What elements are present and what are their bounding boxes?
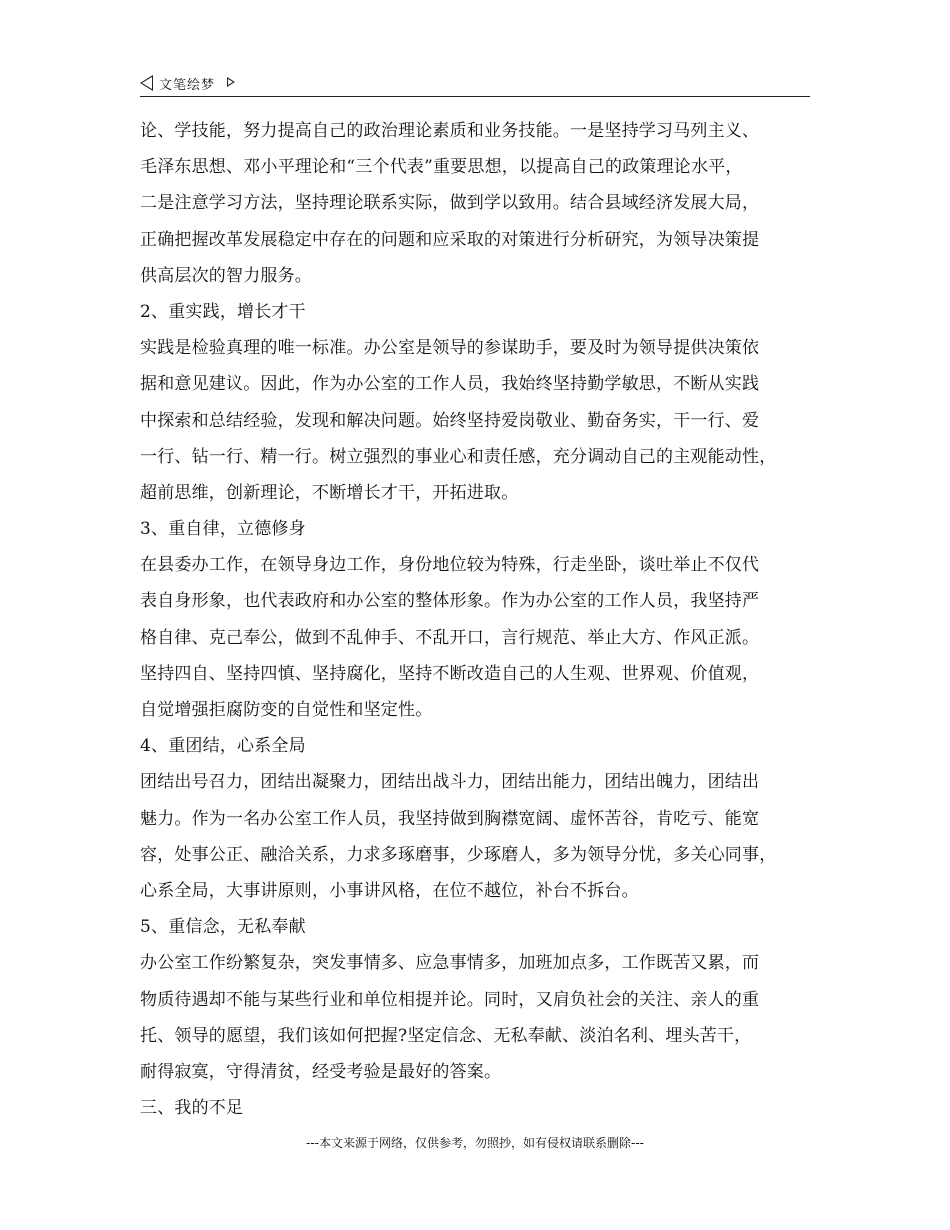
triangle-left-icon: [140, 75, 153, 91]
text-line: 二是注意学习方法，坚持理论联系实际，做到学以致用。结合县域经济发展大局，: [140, 193, 760, 214]
text-line: 托、领导的愿望，我们该如何把握?坚定信念、无私奉献、淡泊名利、埋头苦干，: [140, 1025, 752, 1046]
section-heading: 3、重自律，立德修身: [140, 519, 306, 540]
document-body: [140, 113, 830, 1126]
header-brand: 文笔绘梦: [159, 78, 216, 93]
text-line: 自觉增强拒腐防变的自觉性和坚定性。: [140, 700, 433, 720]
text-line: 心系全局，大事讲原则，小事讲风格，在位不越位，补台不拆台。: [140, 880, 639, 901]
text-line: 表自身形象，也代表政府和办公室的整体形象。作为办公室的工作人员，我坚持严: [140, 591, 760, 612]
section-heading: 2、重实践，增长才干: [140, 301, 306, 322]
text-line: 容，处事公正、融洽关系，力求多琢磨事，少琢磨人，多为领导分忧，多关心同事，: [140, 844, 777, 865]
text-line: 中探索和总结经验，发现和解决问题。始终坚持爱岗敬业、勤奋务实，干一行、爱: [140, 410, 760, 431]
section-heading: 4、重团结，心系全局: [140, 736, 306, 757]
text-line: 据和意见建议。因此，作为办公室的工作人员，我始终坚持勤学敏思，不断从实践: [140, 374, 760, 395]
section-heading: 三、我的不足: [140, 1098, 244, 1119]
text-line: 超前思维，创新理论，不断增长才干，开拓进取。: [140, 482, 519, 503]
text-line: 团结出号召力，团结出凝聚力，团结出战斗力，团结出能力，团结出魄力，团结出: [140, 772, 760, 793]
page-header: [140, 71, 810, 95]
text-line: 物质待遇却不能与某些行业和单位相提并论。同时，又肩负社会的关注、亲人的重: [140, 989, 760, 1010]
page-footer-disclaimer: ---本文来源于网络，仅供参考，勿照抄，如有侵权请联系删除---: [306, 1136, 644, 1150]
section-heading: 5、重信念，无私奉献: [140, 917, 306, 938]
text-line: 格自律、克己奉公，做到不乱伸手、不乱开口，言行规范、举止大方、作风正派。: [140, 627, 760, 648]
text-line: 正确把握改革发展稳定中存在的问题和应采取的对策进行分析研究，为领导决策提: [140, 229, 760, 250]
text-line: 一行、钻一行、精一行。树立强烈的事业心和责任感，充分调动自己的主观能动性，: [140, 446, 777, 467]
text-line: 耐得寂寞，守得清贫，经受考验是最好的答案。: [140, 1061, 502, 1082]
text-line: 实践是检验真理的唯一标准。办公室是领导的参谋助手，要及时为领导提供决策依: [140, 338, 760, 359]
text-line: 坚持四自、坚持四慎、坚持腐化，坚持不断改造自己的人生观、世界观、价值观，: [140, 663, 760, 684]
text-line: 毛泽东思想、邓小平理论和“三个代表”重要思想，以提高自己的政策理论水平，: [140, 157, 743, 178]
text-line: 论、学技能，努力提高自己的政治理论素质和业务技能。一是坚持学习马列主义、: [140, 121, 760, 141]
triangle-right-icon: [227, 77, 235, 87]
text-line: 魅力。作为一名办公室工作人员，我坚持做到胸襟宽阔、虚怀苦谷，肯吃亏、能宽: [140, 808, 760, 829]
text-line: 供高层次的智力服务。: [140, 265, 312, 286]
text-line: 在县委办工作，在领导身边工作，身份地位较为特殊，行走坐卧，谈吐举止不仅代: [140, 555, 760, 576]
header-divider: [140, 96, 810, 97]
text-line: 办公室工作纷繁复杂，突发事情多、应急事情多，加班加点多，工作既苦又累，而: [140, 953, 760, 974]
